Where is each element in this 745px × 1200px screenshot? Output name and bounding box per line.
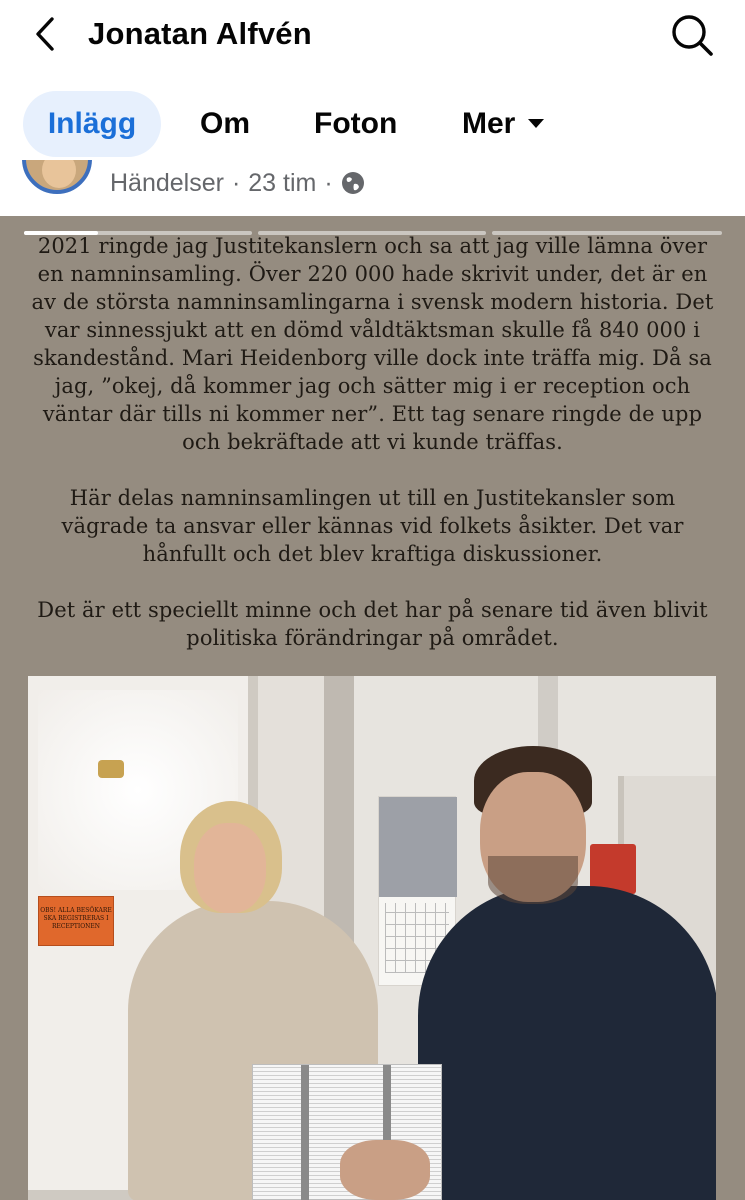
top-bar xyxy=(0,0,745,70)
meta-separator: · xyxy=(231,169,241,197)
search-icon xyxy=(670,13,714,57)
post-meta xyxy=(0,160,745,216)
tab-more-label: Mer xyxy=(462,107,516,140)
search-button[interactable] xyxy=(669,12,715,58)
story-text xyxy=(30,232,715,680)
story-viewer[interactable] xyxy=(0,216,745,1200)
profile-tabs xyxy=(0,88,745,160)
meta-separator-2: · xyxy=(324,169,333,197)
caret-down-icon xyxy=(527,118,545,130)
globe-icon xyxy=(341,171,365,195)
tab-about[interactable]: Om xyxy=(200,107,251,140)
story-paragraph-3: Det är ett speciellt minne och det har på senare tid även blivit politiska förändringar på området. xyxy=(37,598,708,650)
back-button[interactable] xyxy=(28,14,64,54)
avatar[interactable] xyxy=(22,160,92,194)
tab-more[interactable] xyxy=(462,91,545,157)
post-meta-text xyxy=(110,166,365,200)
story-photo xyxy=(28,676,716,1200)
story-paragraph-2: Här delas namninsamlingen ut till en Justitekansler som vägrade ta ansvar eller kännas vid folkets åsikter. Det var hånfullt och det blev kraftiga diskussioner. xyxy=(61,486,684,566)
wall-lamp xyxy=(98,760,124,778)
post-time[interactable]: 23 tim xyxy=(248,169,317,197)
page-title: Jonatan Alfvén xyxy=(88,16,312,51)
chevron-left-icon xyxy=(33,16,59,52)
post-category[interactable]: Händelser xyxy=(110,169,224,197)
man-figure xyxy=(418,746,716,1200)
tab-photos[interactable]: Foton xyxy=(314,107,398,140)
tab-posts[interactable]: Inlägg xyxy=(23,91,161,157)
notice-sign: OBS! ALLA BESÖKARE SKA REGISTRERAS I RECEPTIONEN xyxy=(38,896,114,946)
story-paragraph-1: 2021 ringde jag Justitekanslern och sa att jag ville lämna över en namninsamling. Över 220 000 hade skrivit under, det är en av de största namninsamlingarna i svensk modern historia. Det var sinnessjukt att en dömd våldtäktsman skulle få 840 000 i skandestånd. Mari Heidenborg ville dock inte träffa mig. Då sa jag, ”okej, då kommer jag och sätter mig i er reception och väntar där tills ni kommer ner”. Ett tag senare ringde de upp och bekräftade att vi kunde träffas. xyxy=(31,234,714,454)
